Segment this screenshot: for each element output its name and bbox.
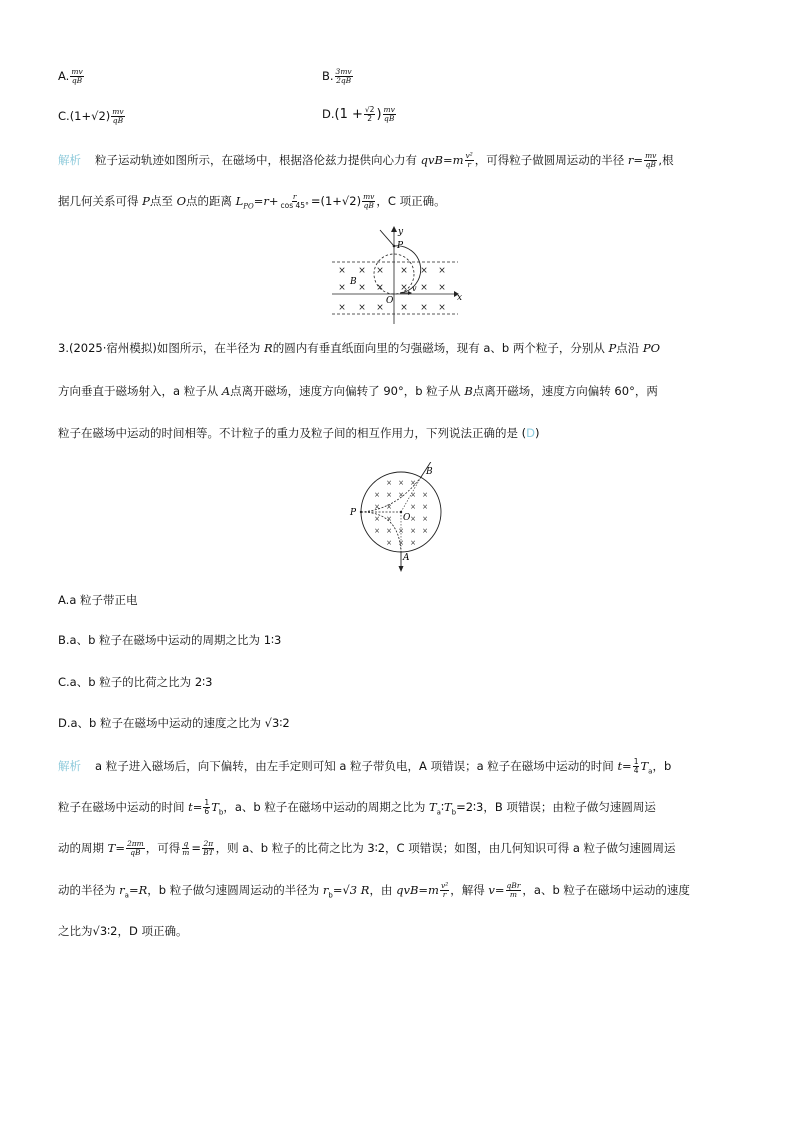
den: BT bbox=[203, 848, 214, 857]
text: 方向垂直于磁场射入，a 粒子从 bbox=[58, 384, 219, 398]
text: 点离开磁场，速度方向偏转 60°，两 bbox=[472, 384, 658, 398]
figure-circle-field bbox=[344, 462, 454, 574]
equation: T= bbox=[107, 841, 125, 855]
fig1-label-p: P bbox=[397, 241, 404, 251]
fraction bbox=[465, 152, 474, 169]
svg-text:×: × bbox=[386, 527, 392, 535]
option-a-den: qB bbox=[71, 76, 83, 85]
svg-text:×: × bbox=[376, 283, 384, 293]
fig2-label-a: A bbox=[403, 553, 410, 563]
subscript: b bbox=[451, 808, 457, 817]
num: qBr bbox=[506, 881, 521, 890]
fraction bbox=[440, 882, 449, 899]
den: qB bbox=[363, 201, 374, 210]
svg-text:×: × bbox=[376, 303, 384, 313]
q3-line1 bbox=[58, 340, 660, 356]
option-d bbox=[322, 106, 397, 123]
option-c-num: mv bbox=[112, 107, 124, 116]
equation: =r+ bbox=[253, 194, 279, 208]
option-b-num: 3mv bbox=[335, 67, 352, 76]
q2-solution-line1 bbox=[58, 152, 674, 169]
q3-solution-line2 bbox=[58, 799, 656, 816]
text: ，C 项正确。 bbox=[376, 194, 446, 208]
num: q bbox=[183, 839, 189, 848]
subscript: a bbox=[648, 767, 653, 776]
equation: v= bbox=[488, 883, 505, 897]
option-c bbox=[58, 108, 126, 125]
sqrt: √3 bbox=[92, 924, 108, 938]
fig1-label-b: B bbox=[350, 277, 357, 287]
svg-text:×: × bbox=[410, 503, 416, 511]
svg-text:×: × bbox=[400, 303, 408, 313]
svg-text:×: × bbox=[386, 479, 392, 487]
num: v² bbox=[440, 881, 449, 890]
den: cos 45° bbox=[280, 201, 309, 210]
num: 1 bbox=[633, 757, 639, 766]
var: T bbox=[211, 800, 219, 814]
svg-text:×: × bbox=[358, 266, 366, 276]
fraction bbox=[126, 840, 145, 857]
option-a-fraction bbox=[70, 68, 83, 85]
var: PO bbox=[642, 341, 661, 355]
var: T bbox=[429, 800, 437, 814]
text: ，a、b 粒子在磁场中运动的周期之比为 bbox=[223, 800, 426, 814]
q3-option-c: C.a、b 粒子的比荷之比为 2∶3 bbox=[58, 675, 213, 689]
text: ∶ bbox=[440, 800, 444, 814]
text: 动的周期 bbox=[58, 841, 104, 855]
option-d-close: ) bbox=[376, 107, 382, 122]
q3-solution-line5 bbox=[58, 923, 187, 939]
q3-option-b: B.a、b 粒子在磁场中运动的周期之比为 1∶3 bbox=[58, 633, 282, 647]
svg-text:×: × bbox=[398, 527, 404, 535]
var: r bbox=[119, 883, 125, 897]
equation: t= bbox=[188, 800, 203, 814]
num: 1 bbox=[204, 798, 210, 807]
text: = bbox=[191, 841, 202, 855]
q3-solution-line3 bbox=[58, 840, 676, 857]
num: 2πm bbox=[126, 839, 144, 848]
text: 粒子在磁场中运动的时间 bbox=[58, 800, 185, 814]
equation: =R bbox=[128, 883, 148, 897]
var: T bbox=[443, 800, 452, 814]
q2-solution-line2 bbox=[58, 193, 446, 210]
svg-text:×: × bbox=[398, 491, 404, 499]
option-c-expr: (1+√2) bbox=[69, 109, 111, 123]
svg-text:×: × bbox=[438, 266, 446, 276]
q3-solution-line4 bbox=[58, 882, 690, 899]
fraction bbox=[633, 758, 640, 775]
subscript: a bbox=[124, 891, 129, 900]
text: 粒子运动轨迹如图所示，在磁场中，根据洛伦兹力提供向心力有 bbox=[95, 153, 417, 167]
option-d-inner-den: 2 bbox=[367, 114, 373, 123]
subscript: a bbox=[436, 808, 441, 817]
text: ,根 bbox=[658, 153, 674, 167]
var: B bbox=[464, 384, 473, 398]
sqrt: √3 bbox=[264, 716, 280, 730]
equation: qvB=m bbox=[396, 883, 439, 897]
fraction bbox=[644, 152, 657, 169]
svg-text:×: × bbox=[410, 527, 416, 535]
svg-text:×: × bbox=[386, 515, 392, 523]
num: mv bbox=[363, 192, 375, 201]
option-b-fraction bbox=[335, 68, 353, 85]
den: 4 bbox=[633, 766, 639, 775]
equation: qvB=m bbox=[420, 153, 464, 167]
den: 6 bbox=[204, 807, 210, 816]
subscript: b bbox=[218, 808, 224, 817]
var: R bbox=[264, 341, 273, 355]
svg-text:×: × bbox=[386, 503, 392, 511]
fig1-label-y: y bbox=[398, 227, 404, 237]
svg-text:×: × bbox=[398, 539, 404, 547]
option-b bbox=[322, 68, 354, 85]
solution-tag: 解析 bbox=[58, 153, 81, 167]
text: 的圆内有垂直纸面向里的匀强磁场，现有 a、b 两个粒子，分别从 bbox=[272, 341, 605, 355]
text: ，b bbox=[652, 759, 672, 773]
num: mv bbox=[645, 151, 657, 160]
svg-text:×: × bbox=[400, 266, 408, 276]
svg-text:×: × bbox=[438, 283, 446, 293]
var: r bbox=[322, 883, 329, 897]
var: O bbox=[176, 194, 186, 208]
den: r bbox=[442, 890, 447, 899]
fraction bbox=[362, 193, 375, 210]
option-c-prefix: C. bbox=[58, 109, 70, 123]
svg-text:×: × bbox=[374, 503, 380, 511]
equation: t= bbox=[617, 759, 632, 773]
equation: r= bbox=[627, 153, 644, 167]
text: ∶2，D 项正确。 bbox=[107, 924, 188, 938]
den: m bbox=[182, 848, 190, 857]
den: m bbox=[509, 890, 518, 899]
svg-text:×: × bbox=[422, 491, 428, 499]
text: 点沿 bbox=[616, 341, 640, 355]
svg-text:×: × bbox=[374, 527, 380, 535]
svg-text:×: × bbox=[438, 303, 446, 313]
svg-text:×: × bbox=[410, 479, 416, 487]
text: 动的半径为 bbox=[58, 883, 116, 897]
fraction bbox=[202, 840, 215, 857]
svg-text:×: × bbox=[410, 539, 416, 547]
svg-text:×: × bbox=[338, 266, 346, 276]
text: 之比为 bbox=[58, 924, 93, 938]
svg-text:×: × bbox=[420, 283, 428, 293]
svg-text:×: × bbox=[422, 503, 428, 511]
equation: =√3 R bbox=[332, 883, 370, 897]
svg-text:×: × bbox=[420, 303, 428, 313]
q3-line2 bbox=[58, 383, 658, 399]
svg-text:×: × bbox=[338, 303, 346, 313]
text: 3.(2025·宿州模拟)如图所示，在半径为 bbox=[58, 341, 261, 355]
svg-text:×: × bbox=[422, 527, 428, 535]
text: 粒子在磁场中运动的时间相等。不计粒子的重力及粒子间的相互作用力，下列说法正确的是 ( bbox=[58, 426, 527, 440]
var: P bbox=[142, 194, 150, 208]
fig1-label-v: v bbox=[412, 284, 417, 293]
q3-solution-line1 bbox=[58, 758, 671, 775]
text: ，可得粒子做圆周运动的半径 bbox=[474, 153, 625, 167]
svg-text:×: × bbox=[410, 515, 416, 523]
q3-option-a: A.a 粒子带正电 bbox=[58, 593, 138, 607]
option-d-prefix: D. bbox=[322, 107, 335, 121]
figure-trajectory-strip bbox=[330, 224, 464, 328]
svg-text:×: × bbox=[376, 266, 384, 276]
svg-text:×: × bbox=[374, 491, 380, 499]
fig2-label-p: P bbox=[350, 508, 357, 518]
option-d-num: mv bbox=[383, 105, 395, 114]
subscript: PO bbox=[243, 202, 254, 211]
option-b-prefix: B. bbox=[322, 69, 334, 83]
option-a-num: mv bbox=[71, 67, 83, 76]
option-b-den: 2qB bbox=[336, 76, 352, 85]
svg-text:×: × bbox=[358, 303, 366, 313]
text: a 粒子进入磁场后，向下偏转，由左手定则可知 a 粒子带负电，A 项错误；a 粒子在磁场中运动的时间 bbox=[95, 759, 614, 773]
num: v² bbox=[465, 151, 473, 160]
text: 点的距离 bbox=[186, 194, 232, 208]
subscript: b bbox=[328, 891, 333, 900]
text: ，a、b 粒子在磁场中运动的速度 bbox=[522, 883, 690, 897]
num: 2π bbox=[203, 839, 214, 848]
var: T bbox=[640, 759, 649, 773]
text: 点至 bbox=[149, 194, 173, 208]
num: r bbox=[292, 192, 297, 201]
option-d-open: (1 + bbox=[334, 107, 363, 122]
fig2-label-b: B bbox=[426, 467, 433, 477]
text: ) bbox=[535, 426, 540, 440]
svg-text:×: × bbox=[374, 515, 380, 523]
var: P bbox=[608, 341, 617, 355]
text: ，由 bbox=[369, 883, 393, 897]
fig2-label-o: O bbox=[403, 513, 411, 523]
svg-text:×: × bbox=[422, 515, 428, 523]
fraction bbox=[280, 193, 310, 210]
fraction bbox=[181, 840, 190, 857]
text: =2∶3，B 项错误；由粒子做匀速圆周运 bbox=[456, 800, 656, 814]
option-d-den: qB bbox=[384, 114, 395, 123]
fig1-label-x: x bbox=[457, 293, 463, 303]
option-a bbox=[58, 68, 85, 85]
den: qB bbox=[645, 160, 656, 169]
den: qB bbox=[130, 848, 141, 857]
q3-line3 bbox=[58, 425, 540, 441]
text: ∶2 bbox=[279, 716, 290, 730]
text: 点离开磁场，速度方向偏转了 90°，b 粒子从 bbox=[230, 384, 461, 398]
text: ，解得 bbox=[450, 883, 485, 897]
var: L bbox=[235, 194, 244, 208]
q3-option-d bbox=[58, 715, 290, 731]
svg-text:×: × bbox=[386, 491, 392, 499]
var: A bbox=[221, 384, 231, 398]
fraction bbox=[506, 882, 522, 899]
svg-text:×: × bbox=[386, 539, 392, 547]
option-d-fraction bbox=[383, 106, 396, 123]
solution-tag: 解析 bbox=[58, 759, 81, 773]
answer-key: D bbox=[526, 426, 535, 440]
option-d-inner-fraction bbox=[364, 106, 376, 123]
text: D.a、b 粒子在磁场中运动的速度之比为 bbox=[58, 716, 262, 730]
text: ，则 a、b 粒子的比荷之比为 3∶2，C 项错误；如图，由几何知识可得 a 粒子做匀速圆周运 bbox=[215, 841, 676, 855]
svg-text:×: × bbox=[420, 266, 428, 276]
svg-text:×: × bbox=[400, 283, 408, 293]
text: 据几何关系可得 bbox=[58, 194, 139, 208]
option-c-den: qB bbox=[112, 116, 124, 125]
option-a-prefix: A. bbox=[58, 69, 70, 83]
text: ，可得 bbox=[145, 841, 181, 855]
svg-text:×: × bbox=[410, 491, 416, 499]
option-c-fraction bbox=[111, 108, 124, 125]
svg-text:×: × bbox=[398, 479, 404, 487]
fraction bbox=[203, 799, 210, 816]
den: r bbox=[467, 160, 471, 169]
option-d-inner-num: √2 bbox=[364, 105, 375, 114]
fig1-label-o: O bbox=[386, 296, 394, 306]
svg-text:×: × bbox=[358, 283, 366, 293]
equation: =(1+√2) bbox=[310, 194, 362, 208]
svg-text:×: × bbox=[338, 283, 346, 293]
text: ，b 粒子做匀速圆周运动的半径为 bbox=[147, 883, 320, 897]
